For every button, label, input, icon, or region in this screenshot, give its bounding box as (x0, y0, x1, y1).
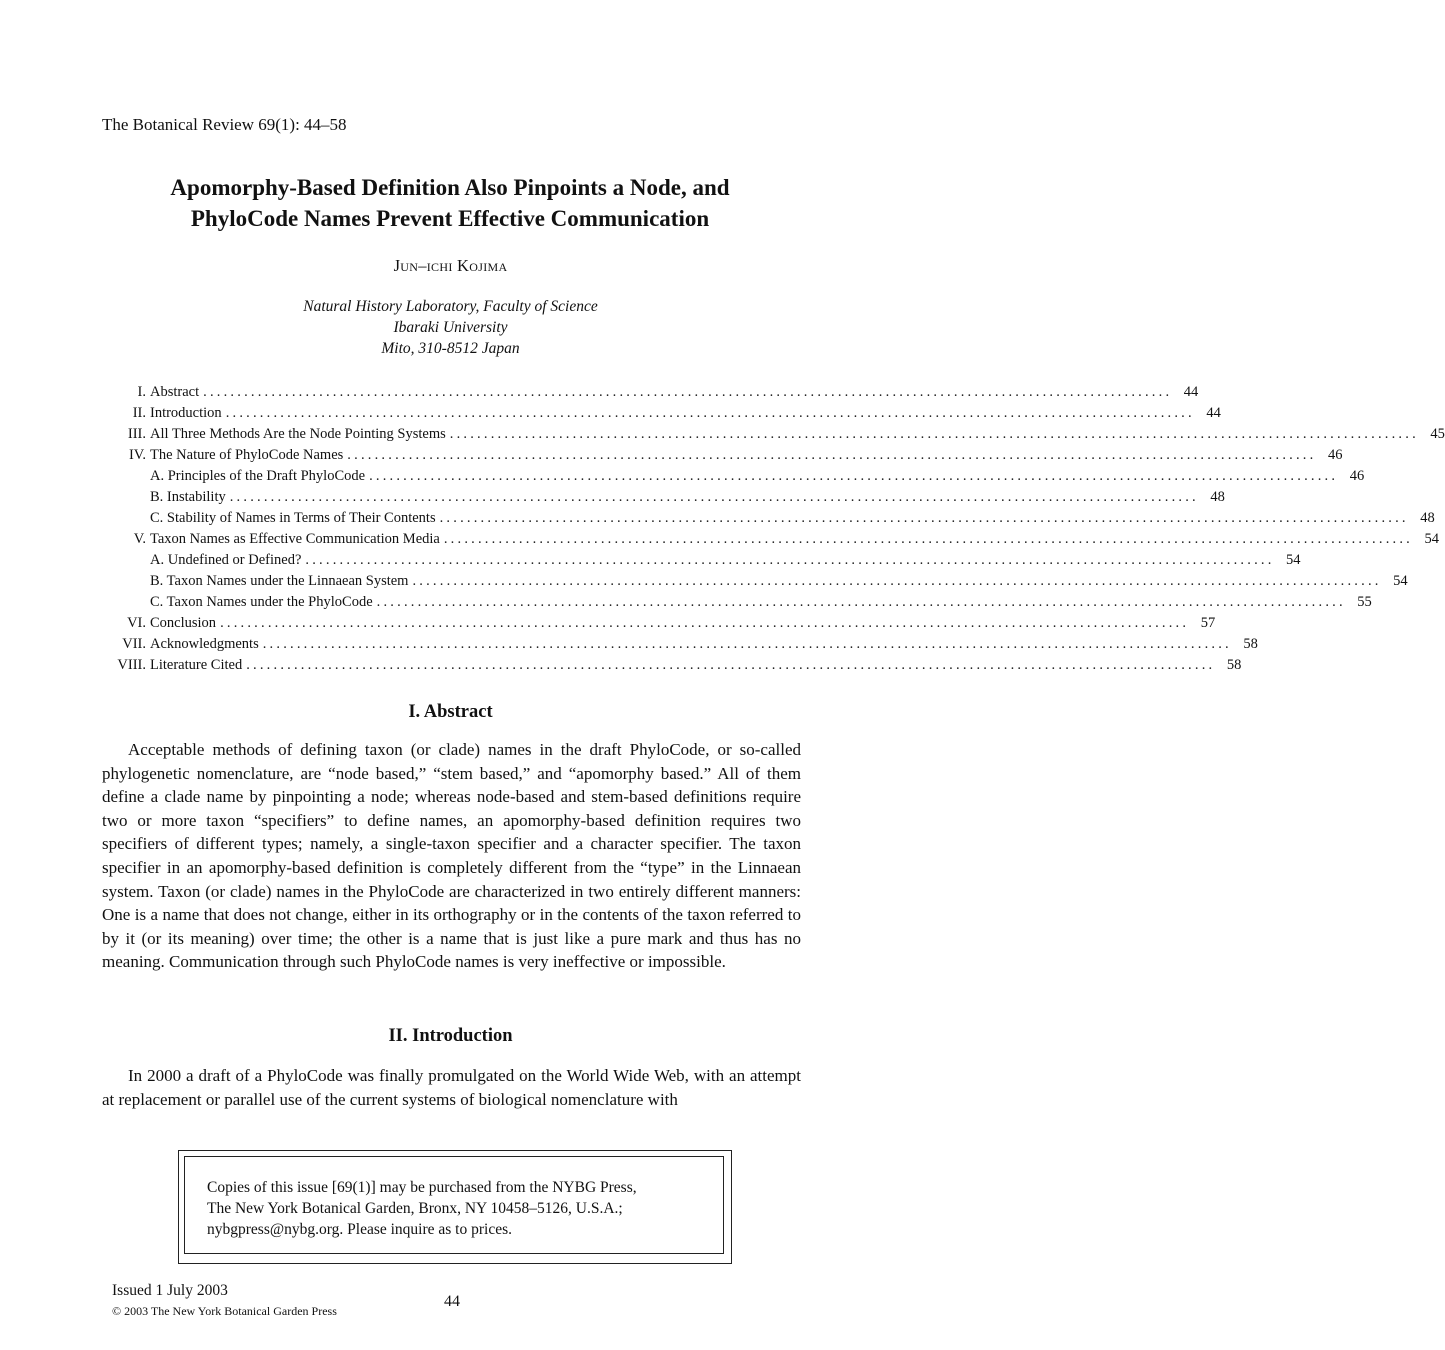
toc-entry-page: 45 (1430, 426, 1445, 442)
toc-subentry: A. Principles of the Draft PhyloCode .............................................................................................................................................. 46 (100, 466, 753, 487)
title-line-2: PhyloCode Names Prevent Effective Communication (190, 206, 710, 231)
toc-entry-label: Acknowledgments (150, 636, 259, 652)
toc-entry-label: Abstract (150, 384, 200, 400)
affiliation-line-2: Ibaraki University (393, 319, 508, 336)
toc-subentry: C. Taxon Names under the PhyloCode .............................................................................................................................................. 55 (100, 592, 753, 613)
toc-entry-label: All Three Methods Are the Node Pointing Systems (150, 426, 446, 442)
affiliation-line-1: Natural History Laboratory, Faculty of Science (303, 298, 598, 315)
toc-entry-page: 44 (1206, 405, 1221, 421)
toc-subentry: B. Taxon Names under the Linnaean System .............................................................................................................................................. 54 (100, 571, 753, 592)
table-of-contents (100, 382, 1445, 676)
toc-entry: I. Abstract .............................................................................................................................................. 44 (100, 382, 753, 403)
toc-entry-page: 55 (1357, 594, 1372, 610)
journal-reference: The Botanical Review 69(1): 44–58 (102, 115, 347, 134)
toc-entry: II. Introduction .............................................................................................................................................. 44 (100, 403, 753, 424)
copyright-notice: © 2003 The New York Botanical Garden Press (112, 1304, 337, 1318)
toc-entry-page: 46 (1327, 447, 1343, 463)
toc-subentry: A. Undefined or Defined? .............................................................................................................................................. 54 (100, 550, 753, 571)
toc-entry-number: II. (132, 405, 146, 421)
purchase-notice-line-1: Copies of this issue [69(1)] may be purchased from the NYBG Press, (207, 1179, 637, 1196)
toc-entry-label: Taxon Names as Effective Communication Media (150, 531, 440, 547)
introduction-heading: II. Introduction (388, 1026, 513, 1046)
purchase-notice-line-3: nybgpress@nybg.org. Please inquire as to prices. (207, 1221, 512, 1238)
toc-entry-page: 57 (1200, 615, 1216, 631)
toc-entry-number: V. (133, 531, 146, 547)
toc-entry-label: Introduction (150, 405, 222, 421)
toc-entry: VIII. Literature Cited .............................................................................................................................................. 58 (100, 655, 753, 676)
toc-entry-label: Conclusion (150, 615, 217, 631)
toc-entry-label: Literature Cited (150, 657, 243, 673)
toc-entry-label: B. Instability (150, 489, 226, 505)
toc-entry-page: 54 (1286, 552, 1301, 568)
toc-entry: VII. Acknowledgments .............................................................................................................................................. 58 (100, 634, 753, 655)
issue-date: Issued 1 July 2003 (112, 1282, 228, 1299)
toc-entry-number: VII. (122, 636, 146, 652)
toc-subentry: B. Instability .............................................................................................................................................. 48 (100, 487, 753, 508)
toc-entry-number: IV. (128, 447, 146, 463)
toc-entry-label: B. Taxon Names under the Linnaean System (150, 573, 409, 589)
paper-title (90, 172, 810, 234)
abstract-heading: I. Abstract (408, 702, 493, 722)
toc-entry-page: 44 (1183, 384, 1199, 400)
toc-entry-page: 48 (1420, 510, 1435, 526)
toc-entry: IV. The Nature of PhyloCode Names .............................................................................................................................................. 46 (100, 445, 753, 466)
toc-entry-number: VIII. (117, 657, 146, 673)
toc-entry: III. All Three Methods Are the Node Pointing Systems .............................................................................................................................................. 45 (100, 424, 753, 445)
toc-entry-label: A. Principles of the Draft PhyloCode (150, 468, 366, 484)
toc-entry-page: 54 (1393, 573, 1408, 589)
toc-entry-page: 48 (1210, 489, 1225, 505)
toc-entry-page: 58 (1243, 636, 1258, 652)
abstract-paragraph: Acceptable methods of defining taxon (or clade) names in the draft PhyloCode, or so-called phylogenetic nomenclature, are “node based,” “stem based,” and “apomorphy based.” All of them define a clade name by pinpointing a node; whereas node-based and stem-based definitions require two or more taxon “specifiers” to define names, an apomorphy-based definition requires two specifiers of different types; namely, a single-taxon specifier and a character specifier. The taxon specifier in an apomorphy-based definition is completely different from the “type” in the Linnaean system. Taxon (or clade) names in the PhyloCode are characterized in two entirely different manners: One is a name that does not change, either in its orthography or in the contents of the taxon referred to by it (or its meaning) over time; the other is a name that is just like a pure mark and thus has no meaning. Communication through such PhyloCode names is very ineffective or impossible. (102, 740, 801, 972)
toc-entry-label: C. Taxon Names under the PhyloCode (150, 594, 373, 610)
page-number: 44 (444, 1293, 460, 1310)
introduction-paragraph: In 2000 a draft of a PhyloCode was finally promulgated on the World Wide Web, with an attempt at replacement or parallel use of the current systems of biological nomenclature with (102, 1066, 801, 1109)
toc-entry: VI. Conclusion .............................................................................................................................................. 57 (100, 613, 753, 634)
author-name: Jun–ichi Kojima (393, 256, 508, 275)
toc-entry-number: III. (127, 426, 146, 442)
purchase-notice-line-2: The New York Botanical Garden, Bronx, NY 10458–5126, U.S.A.; (207, 1200, 623, 1217)
toc-entry-label: C. Stability of Names in Terms of Their Contents (150, 510, 436, 526)
toc-entry-number: I. (137, 384, 146, 400)
toc-entry-label: A. Undefined or Defined? (150, 552, 302, 568)
toc-subentry: C. Stability of Names in Terms of Their Contents .............................................................................................................................................. 48 (100, 508, 753, 529)
toc-entry-page: 54 (1424, 531, 1440, 547)
title-line-1: Apomorphy-Based Definition Also Pinpoints a Node, and (170, 175, 730, 200)
toc-entry-page: 58 (1226, 657, 1242, 673)
toc-entry-label: The Nature of PhyloCode Names (150, 447, 344, 463)
affiliation (0, 296, 901, 359)
affiliation-line-3: Mito, 310-8512 Japan (381, 340, 520, 357)
toc-entry: V. Taxon Names as Effective Communication Media .............................................................................................................................................. 54 (100, 529, 753, 550)
toc-entry-number: VI. (127, 615, 146, 631)
purchase-notice (207, 1177, 712, 1240)
toc-entry-page: 46 (1349, 468, 1365, 484)
